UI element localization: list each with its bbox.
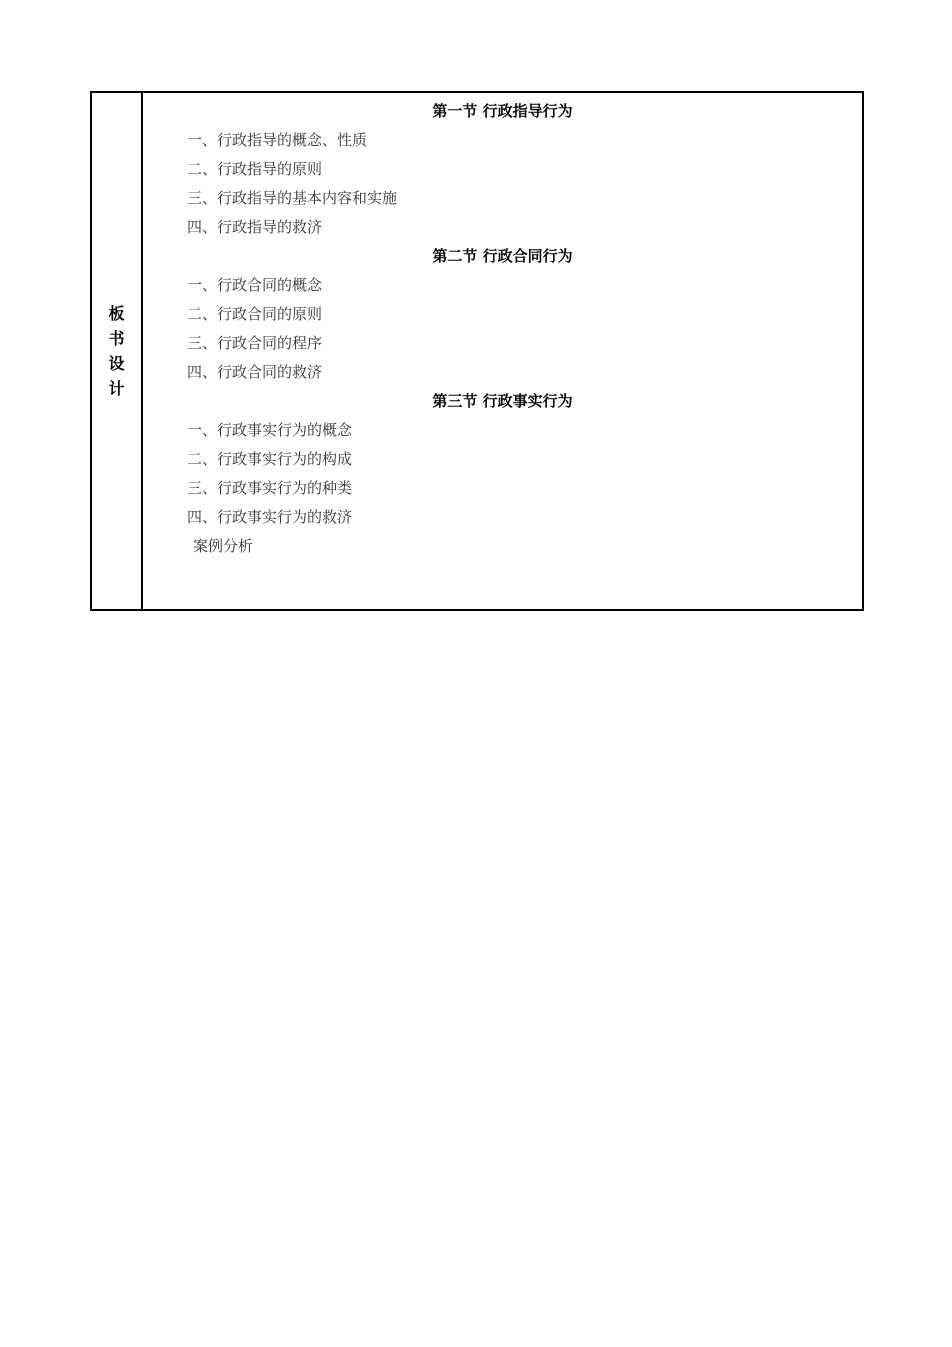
board-design-table	[90, 91, 864, 611]
list-item: 一、行政合同的概念	[187, 276, 323, 294]
board-content-cell	[143, 93, 862, 609]
list-item: 一、行政事实行为的概念	[187, 421, 353, 439]
board-label: 板书设计	[108, 304, 125, 398]
list-item: 三、行政合同的程序	[187, 334, 323, 352]
list-item: 四、行政指导的救济	[187, 218, 323, 236]
section-title: 第二节 行政合同行为	[432, 247, 573, 265]
list-item: 二、行政指导的原则	[187, 160, 323, 178]
list-item: 三、行政事实行为的种类	[187, 479, 353, 497]
case-analysis-text: 案例分析	[193, 537, 254, 555]
section-title: 第一节 行政指导行为	[432, 102, 573, 120]
list-item: 二、行政合同的原则	[187, 305, 323, 323]
list-item: 一、行政指导的概念、性质	[187, 131, 368, 149]
list-item: 二、行政事实行为的构成	[187, 450, 353, 468]
list-item: 四、行政合同的救济	[187, 363, 323, 381]
section-title: 第三节 行政事实行为	[432, 392, 573, 410]
list-item: 三、行政指导的基本内容和实施	[187, 189, 398, 207]
list-item: 四、行政事实行为的救济	[187, 508, 353, 526]
board-label-cell	[92, 93, 143, 609]
